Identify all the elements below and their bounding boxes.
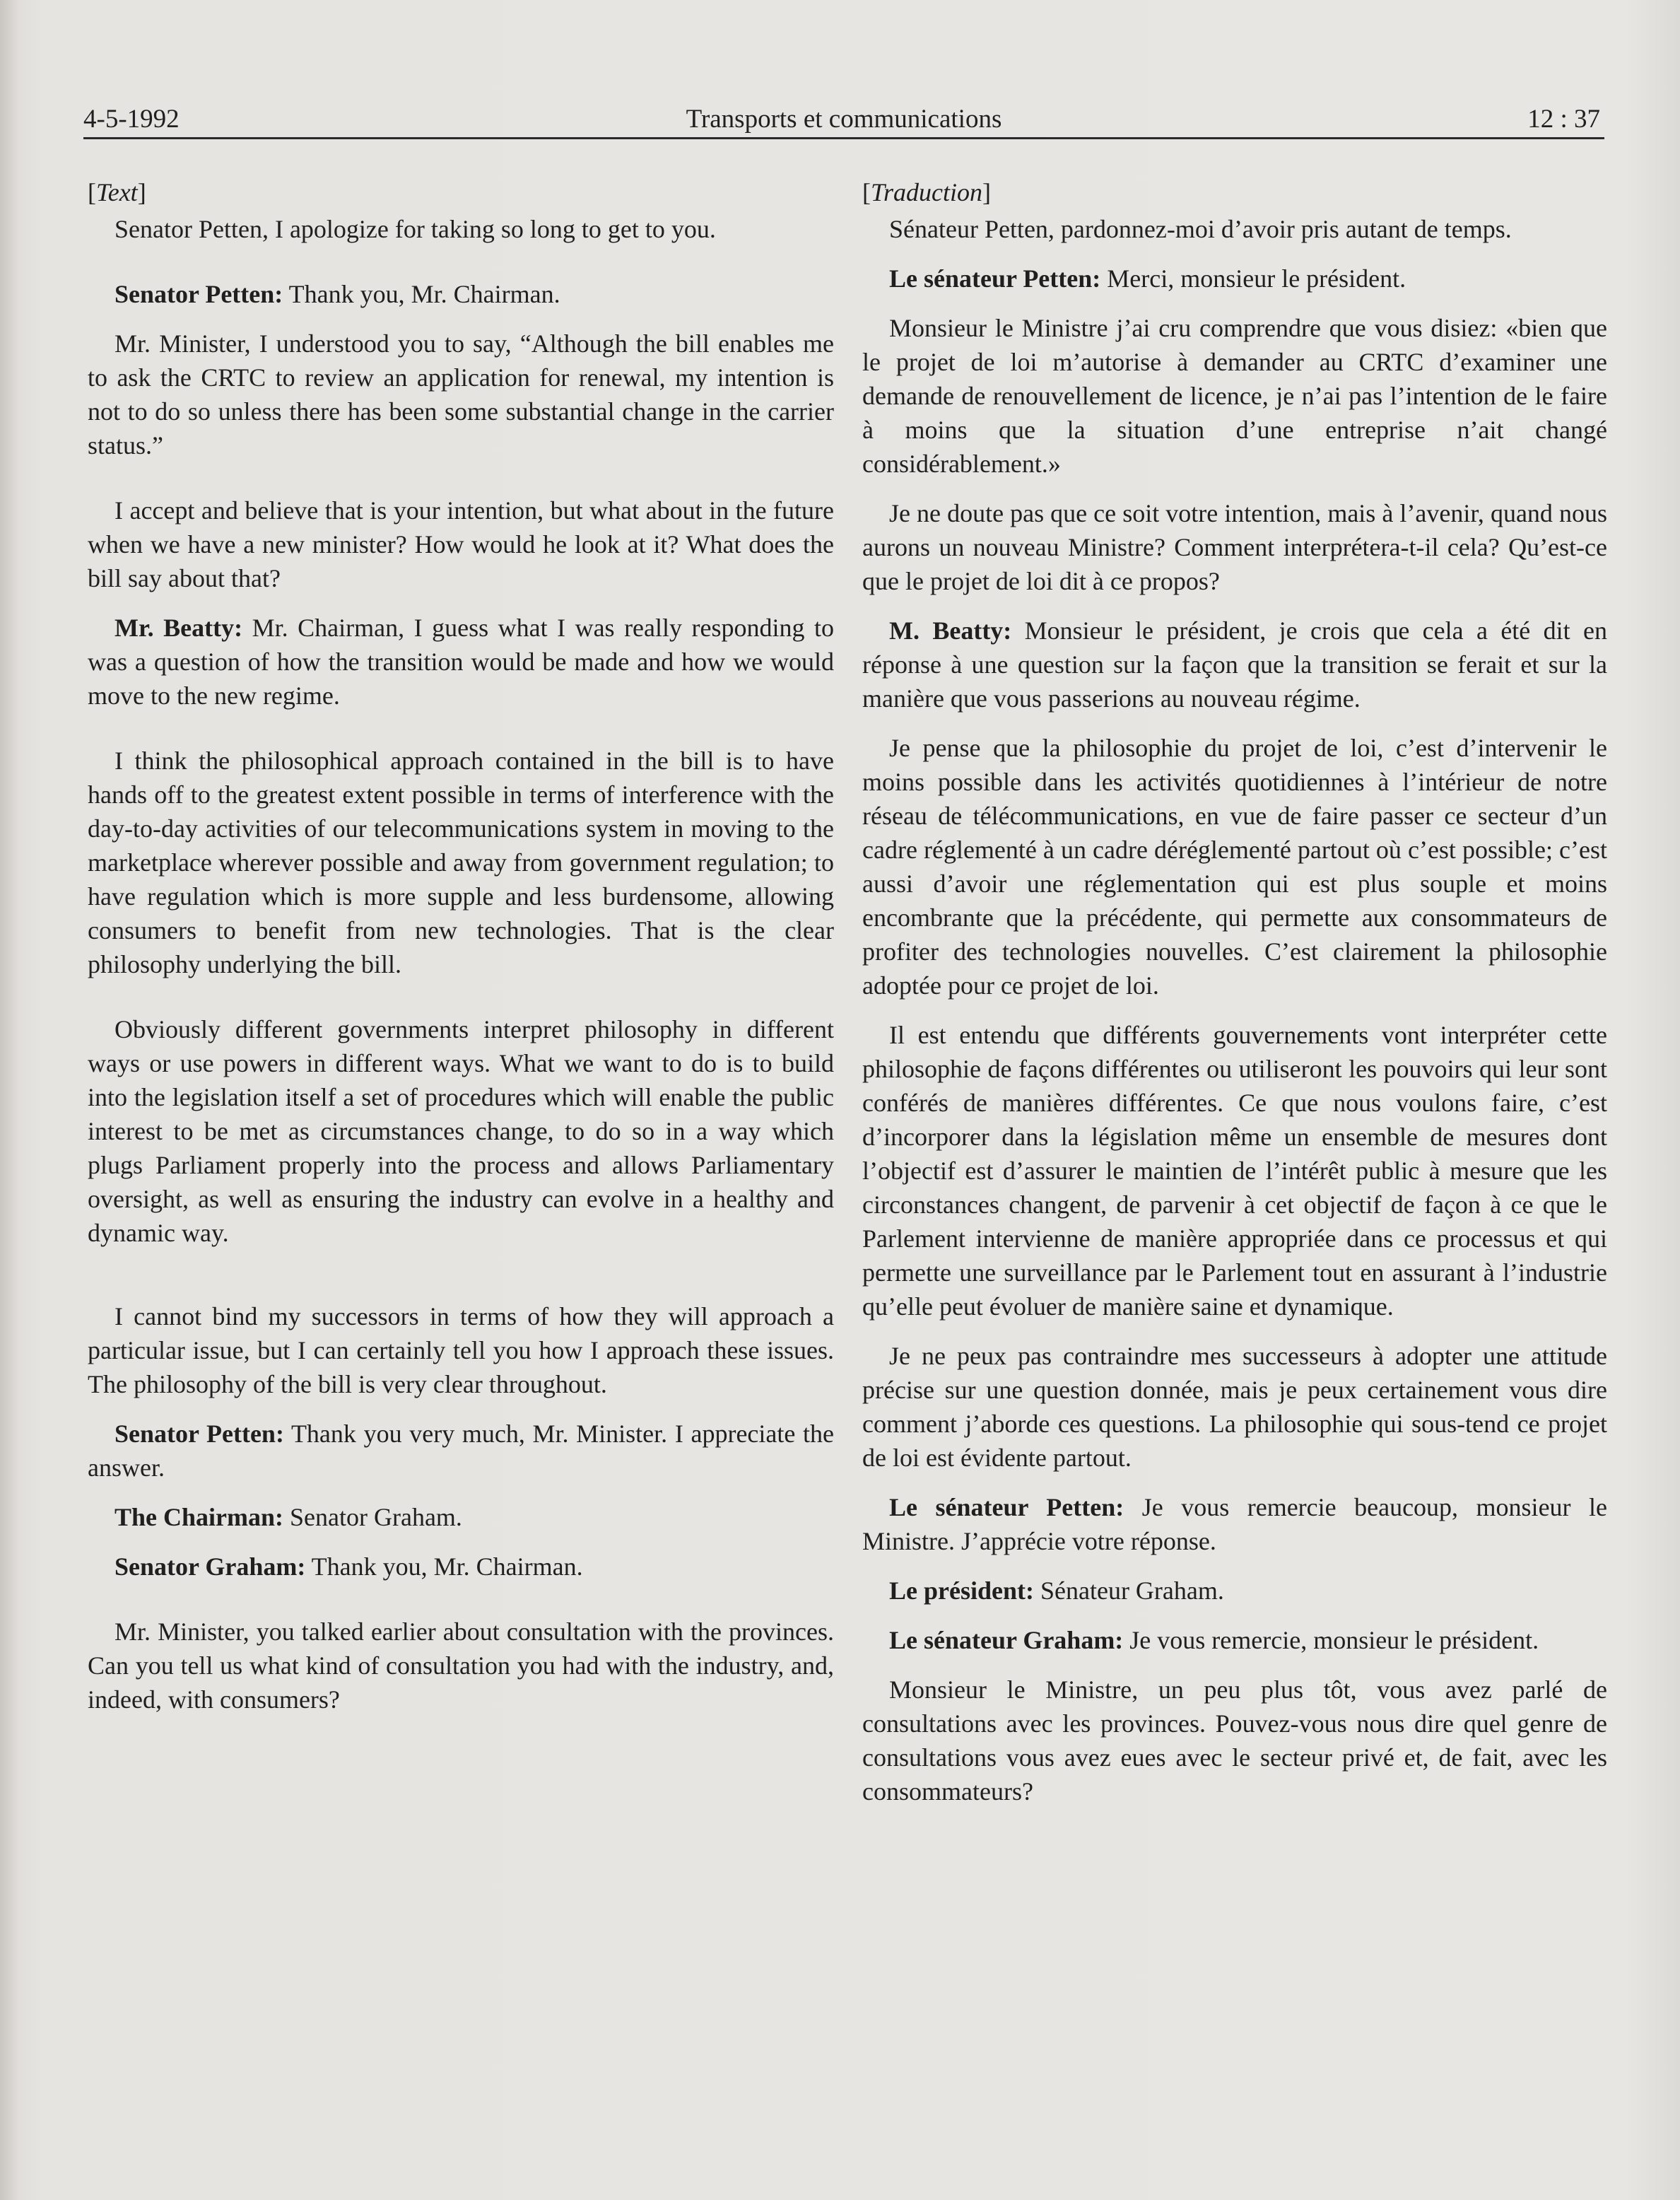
header-date: 4-5-1992 xyxy=(83,105,180,134)
paragraph: M. Beatty: Monsieur le président, je crois que cela a été dit en réponse à une question sur la façon que la transition se ferait et sur la manière que vous passerions au nouveau régime. xyxy=(862,616,1607,713)
paragraph: I think the philosophical approach contained in the bill is to have hands off to the greatest extent possible in terms of interference with the day-to-day activities of our telecommunications system in moving to the marketplace wherever possible and away from government regulation; to have regulation which is more supple and less burdensome, allowing consumers to benefit from new technologies. That is the clear philosophy underlying the bill. xyxy=(88,747,834,978)
page-header xyxy=(83,99,1604,139)
paragraph: Le président: Sénateur Graham. xyxy=(889,1576,1224,1605)
column-label: [Text] xyxy=(88,178,146,206)
paragraph: Obviously different governments interpret philosophy in different ways or use powers in different ways. What we want to do is to build into the legislation itself a set of procedures which will enable the public interest to be met as circumstances change, to do so in a way which plugs Parliament properly into the process and allows Parliamentary oversight, as well as ensuring the industry can evolve in a healthy and dynamic way. xyxy=(88,1015,834,1247)
header-title: Transports et communications xyxy=(686,105,1002,134)
paragraph: Il est entendu que différents gouvernements vont interpréter cette philosophie de façons différentes ou utiliseront les pouvoirs qui leur sont conférés de manières différentes. Ce que nous voulons faire, c’est d’incorporer dans la législation même un ensemble de mesures dont l’objectif est d’assurer le maintien de l’intérêt public à mesure que les circonstances changent, de parvenir à cet objectif de façon à ce que le Parlement intervienne de manière appropriée dans ce processus et qui permette une surveillance par le Parlement tout en assurant à l’industrie qu’elle peut évoluer de manière saine et dynamique. xyxy=(862,1021,1607,1321)
paragraph: Le sénateur Petten: Merci, monsieur le président. xyxy=(889,264,1406,293)
english-column xyxy=(88,175,834,1732)
paragraph: Sénateur Petten, pardonnez-moi d’avoir pris autant de temps. xyxy=(889,215,1512,243)
paragraph: I cannot bind my successors in terms of how they will approach a particular issue, but I can certainly tell you how I approach these issues. The philosophy of the bill is very clear throughout. xyxy=(88,1302,834,1398)
paragraph: Monsieur le Ministre, un peu plus tôt, vous avez parlé de consultations avec les provinces. Pouvez-vous nous dire quel genre de consultations vous avez eues avec le secteur privé et, de fait, avec les consommateurs? xyxy=(862,1675,1607,1806)
paragraph: Je ne peux pas contraindre mes successeurs à adopter une attitude précise sur une question donnée, mais je peux certainement vous dire comment j’aborde ces questions. La philosophie qui sous-tend ce projet de loi est évidente partout. xyxy=(862,1342,1607,1472)
paragraph: Senator Graham: Thank you, Mr. Chairman. xyxy=(114,1552,583,1581)
paragraph: Senator Petten, I apologize for taking so long to get to you. xyxy=(114,215,716,243)
paragraph: Senator Petten: Thank you very much, Mr. Minister. I appreciate the answer. xyxy=(88,1420,834,1482)
paragraph: Senator Petten: Thank you, Mr. Chairman. xyxy=(114,280,560,308)
paragraph: Mr. Beatty: Mr. Chairman, I guess what I was really responding to was a question of how the transition would be made and how we would move to the new regime. xyxy=(88,614,835,710)
french-column xyxy=(862,175,1607,1824)
paragraph: Le sénateur Petten: Je vous remercie beaucoup, monsieur le Ministre. J’apprécie votre réponse. xyxy=(862,1493,1608,1555)
header-page-number: 12 : 37 xyxy=(1527,105,1600,134)
column-label: [Traduction] xyxy=(862,178,992,206)
paragraph: I accept and believe that is your intention, but what about in the future when we have a new minister? How would he look at it? What does the bill say about that? xyxy=(88,496,834,592)
paragraph: The Chairman: Senator Graham. xyxy=(114,1503,462,1531)
paragraph: Mr. Minister, you talked earlier about consultation with the provinces. Can you tell us what kind of consultation you had with the industry, and, indeed, with consumers? xyxy=(88,1617,834,1714)
paragraph: Monsieur le Ministre j’ai cru comprendre que vous disiez: «bien que le projet de loi m’autorise à demander au CRTC d’examiner une demande de renouvellement de licence, je n’ai pas l’intention de le faire à moins que la situation d’une entreprise n’ait changé considérablement.» xyxy=(862,314,1607,478)
paragraph: Je pense que la philosophie du projet de loi, c’est d’intervenir le moins possible dans les activités quotidiennes à l’intérieur de notre réseau de télécommunications, en vue de faire passer ce secteur d’un cadre réglementé à un cadre déréglementé partout où c’est possible; c’est aussi d’avoir une réglementation qui est plus souple et moins encombrante que la précédente, qui permette aux consommateurs de profiter des technologies nouvelles. C’est clairement la philosophie adoptée pour ce projet de loi. xyxy=(862,734,1607,1000)
paragraph: Le sénateur Graham: Je vous remercie, monsieur le président. xyxy=(889,1626,1539,1654)
paragraph: Je ne doute pas que ce soit votre intention, mais à l’avenir, quand nous aurons un nouveau Ministre? Comment interprétera-t-il cela? Qu’est-ce que le projet de loi dit à ce propos? xyxy=(862,499,1607,595)
paragraph: Mr. Minister, I understood you to say, “Although the bill enables me to ask the CRTC to review an application for renewal, my intention is not to do so unless there has been some substantial change in the carrier status.” xyxy=(88,329,834,460)
